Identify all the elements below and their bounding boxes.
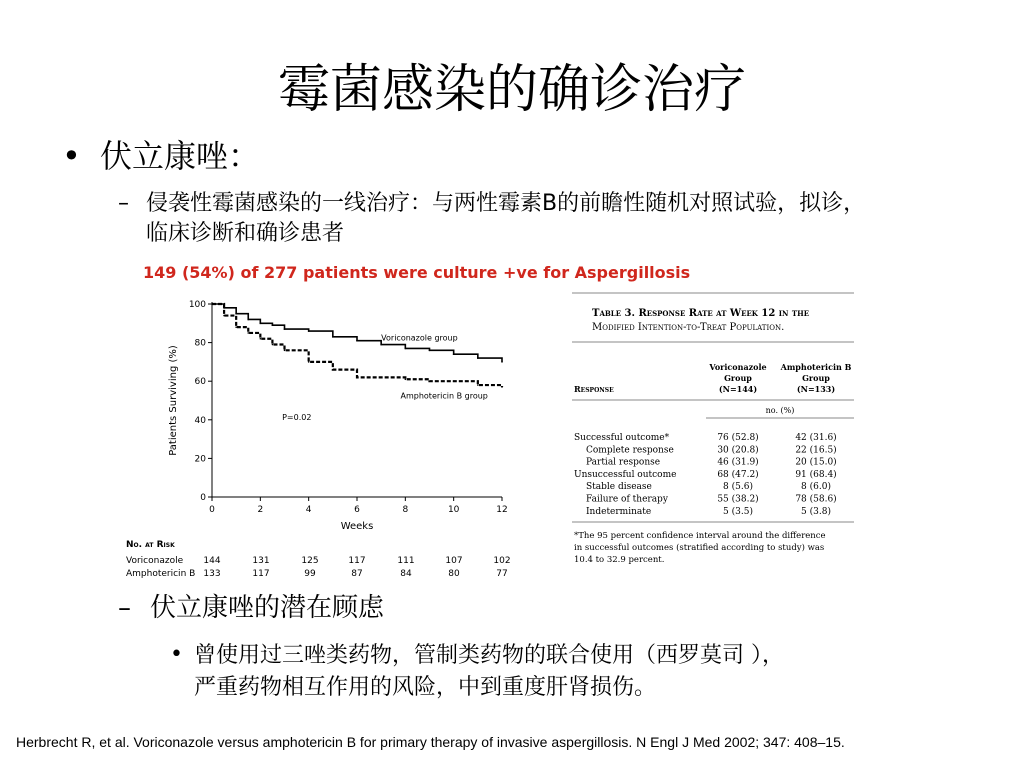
amphotericin-point xyxy=(284,350,286,352)
col-voriconazole-header: Voriconazole xyxy=(709,362,767,372)
survival-chart xyxy=(160,292,520,532)
item-line2: 严重药物相互作用的风险，中到重度肝肾损伤。 xyxy=(194,675,657,700)
voriconazole-point xyxy=(380,344,382,346)
amphotericin-curve xyxy=(212,304,502,387)
subbullet-dash-icon: – xyxy=(118,191,129,216)
risk-row-label: Voriconazole xyxy=(126,556,184,566)
risk-value: 107 xyxy=(445,556,463,566)
table-cell-amphotericin: 42 (31.6) xyxy=(795,433,837,443)
table-row-label: Indeterminate xyxy=(586,506,652,517)
col-amphotericin-header: Amphotericin B xyxy=(780,362,852,372)
item-line1: 曾使用过三唑类药物，管制类药物的联合使用（西罗莫司 ）， xyxy=(194,643,784,668)
table-cell-voriconazole: 46 (31.9) xyxy=(717,457,759,468)
y-tick-label: 0 xyxy=(200,493,206,503)
risk-value: 99 xyxy=(304,569,316,579)
voriconazole-point xyxy=(501,361,503,363)
amphotericin-point xyxy=(211,303,213,305)
subbullet2-dash-icon: – xyxy=(118,593,131,623)
table-row-label: Stable disease xyxy=(586,482,652,493)
table-footnote: in successful outcomes (stratified according to study) was xyxy=(574,543,825,553)
amphotericin-point xyxy=(356,377,358,379)
table-cell-amphotericin: 91 (68.4) xyxy=(795,469,837,480)
y-tick-label: 80 xyxy=(194,338,206,349)
table-cell-amphotericin: 20 (15.0) xyxy=(795,457,837,468)
y-tick-label: 60 xyxy=(194,377,206,388)
amphotericin-point xyxy=(405,378,407,380)
amphotericin-point xyxy=(453,380,455,382)
risk-value: 125 xyxy=(301,556,319,566)
voriconazole-point xyxy=(247,319,249,321)
y-tick-label: 40 xyxy=(194,415,206,426)
amphotericin-point xyxy=(247,332,249,334)
amphotericin-point xyxy=(477,384,479,386)
table-cell-amphotericin: 8 (6.0) xyxy=(801,482,831,493)
risk-value: 80 xyxy=(448,569,460,579)
citation-footer: Herbrecht R, et al. Voriconazole versus amphotericin B for primary therapy of invasive aspergillosis. N Engl J Med 2002; 347: 408–15. xyxy=(16,734,845,750)
item-dot-icon: • xyxy=(170,642,183,667)
table-row-label: Failure of therapy xyxy=(586,494,668,505)
table-cell-voriconazole: 68 (47.2) xyxy=(717,469,759,480)
voriconazole-point xyxy=(272,324,274,326)
amphotericin-point xyxy=(235,326,237,328)
x-tick-label: 0 xyxy=(209,505,215,515)
table-row-label: Complete response xyxy=(586,445,674,456)
risk-value: 84 xyxy=(400,569,412,579)
x-tick-label: 10 xyxy=(447,505,460,515)
table-cell-amphotericin: 22 (16.5) xyxy=(795,445,837,456)
subbullet2-label: 伏立康唑的潜在顾虑 xyxy=(150,593,385,623)
slide-title: 霉菌感染的确诊治疗 xyxy=(277,60,746,120)
table-cell-voriconazole: 76 (52.8) xyxy=(717,433,759,443)
x-tick-label: 8 xyxy=(402,505,409,515)
risk-heading: No. at Risk xyxy=(126,540,175,550)
risk-value: 102 xyxy=(493,556,511,566)
voriconazole-point xyxy=(284,328,286,330)
amphotericin-point xyxy=(260,338,262,340)
amphotericin-point xyxy=(429,380,431,382)
table-row-label: Unsuccessful outcome xyxy=(574,469,677,480)
table-caption-1: Table 3. Response Rate at Week 12 in the xyxy=(592,308,810,319)
subbullet-line2: 临床诊断和确诊患者 xyxy=(146,221,345,246)
table-footnote: *The 95 percent confidence interval around the difference xyxy=(574,531,826,541)
risk-value: 131 xyxy=(252,556,270,566)
voriconazole-point xyxy=(453,353,455,355)
y-tick-label: 20 xyxy=(194,454,206,465)
risk-row-label: Amphotericin B xyxy=(126,569,196,579)
voriconazole-point xyxy=(260,323,262,325)
amphotericin-point xyxy=(308,361,310,363)
x-tick-label: 6 xyxy=(354,505,360,515)
table-cell-amphotericin: 78 (58.6) xyxy=(795,494,837,505)
subbullet-line1: 侵袭性霉菌感染的一线治疗：与两性霉素B的前瞻性随机对照试验，拟诊， xyxy=(146,191,866,216)
col-amphotericin-header: (N=133) xyxy=(796,384,836,394)
col-response-header: Response xyxy=(574,384,614,394)
amphotericin-point xyxy=(223,315,225,317)
risk-value: 117 xyxy=(348,556,366,566)
voriconazole-point xyxy=(308,330,310,332)
table-row-label: Successful outcome* xyxy=(574,433,670,443)
table-cell-amphotericin: 5 (3.8) xyxy=(801,506,831,517)
table-cell-voriconazole: 55 (38.2) xyxy=(717,494,759,505)
col-amphotericin-header: Group xyxy=(802,373,830,383)
table-caption-2: Modified Intention-to-Treat Population. xyxy=(592,322,785,333)
col-voriconazole-header: (N=144) xyxy=(718,384,758,394)
bullet-dot-icon: • xyxy=(62,137,81,175)
risk-value: 77 xyxy=(496,569,508,579)
y-axis-label: Patients Surviving (%) xyxy=(168,345,179,456)
amphotericin-point xyxy=(380,377,382,379)
bullet-label: 伏立康唑： xyxy=(100,137,261,175)
units-label: no. (%) xyxy=(765,406,795,415)
table-cell-voriconazole: 5 (3.5) xyxy=(723,506,753,517)
risk-value: 144 xyxy=(203,556,221,566)
x-tick-label: 12 xyxy=(496,505,508,515)
response-table xyxy=(572,292,856,574)
voriconazole-point xyxy=(405,348,407,350)
risk-value: 117 xyxy=(252,569,270,579)
risk-value: 87 xyxy=(351,569,363,579)
p-value-annotation: P=0.02 xyxy=(282,412,312,422)
table-cell-voriconazole: 8 (5.6) xyxy=(723,482,753,493)
table-cell-voriconazole: 30 (20.8) xyxy=(717,445,759,456)
legend-voriconazole: Voriconazole group xyxy=(381,333,458,343)
voriconazole-point xyxy=(477,357,479,359)
x-tick-label: 2 xyxy=(257,505,264,515)
x-axis-label: Weeks xyxy=(340,521,374,532)
x-tick-label: 4 xyxy=(305,505,312,515)
amphotericin-point xyxy=(501,386,503,388)
voriconazole-point xyxy=(429,350,431,352)
risk-value: 111 xyxy=(397,556,415,566)
y-tick-label: 100 xyxy=(188,300,206,310)
table-footnote: 10.4 to 32.9 percent. xyxy=(574,555,665,565)
chart-heading: 149 (54%) of 277 patients were culture +ve for Aspergillosis xyxy=(143,263,691,282)
amphotericin-point xyxy=(272,344,274,346)
risk-value: 133 xyxy=(203,569,221,579)
table-row-label: Partial response xyxy=(586,457,661,468)
amphotericin-point xyxy=(332,369,334,371)
col-voriconazole-header: Group xyxy=(724,373,752,383)
voriconazole-point xyxy=(235,313,237,315)
voriconazole-point xyxy=(356,340,358,342)
voriconazole-point xyxy=(332,336,334,338)
legend-amphotericin: Amphotericin B group xyxy=(400,391,488,401)
